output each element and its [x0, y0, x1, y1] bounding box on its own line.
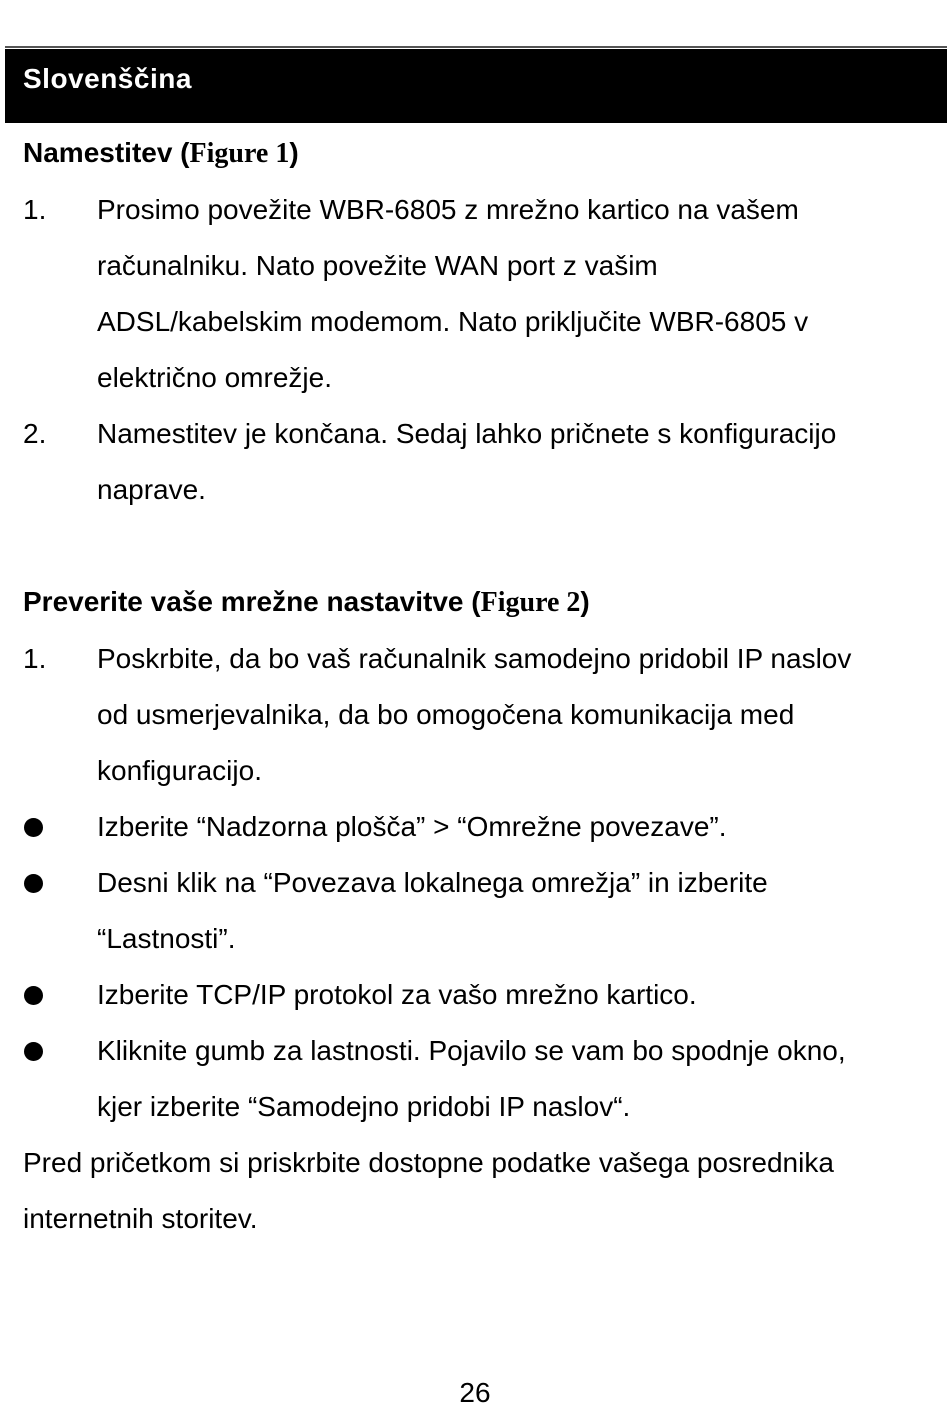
- bullet-dot: [24, 874, 43, 893]
- installation-heading: [23, 125, 933, 182]
- language-title: Slovenščina: [23, 63, 192, 94]
- bullet-line: Izberite TCP/IP protokol za vašo mrežno kartico.: [97, 979, 697, 1010]
- bullet-line: Desni klik na “Povezava lokalnega omrežja” in izberite: [97, 867, 768, 898]
- step-line: Poskrbite, da bo vaš računalnik samodejno pridobil IP naslov: [97, 643, 852, 674]
- bullet-line: Kliknite gumb za lastnosti. Pojavilo se vam bo spodnje okno,: [97, 1035, 846, 1066]
- bullet-item-control-panel: [23, 799, 933, 855]
- step-number: 1.: [23, 643, 47, 674]
- step-line: konfiguracijo.: [97, 755, 262, 786]
- step-line: Namestitev je končana. Sedaj lahko pričnete s konfiguracijo: [97, 418, 837, 449]
- isp-note-line: internetnih storitev.: [23, 1203, 258, 1234]
- installation-heading-close: ): [289, 137, 299, 168]
- installation-step-1: [23, 182, 933, 406]
- section-spacer: [23, 518, 933, 574]
- step-line: električno omrežje.: [97, 362, 332, 393]
- step-number: 1.: [23, 194, 47, 225]
- network-step-1: [23, 631, 933, 799]
- step-number: 2.: [23, 418, 47, 449]
- bullet-item-tcpip: [23, 967, 933, 1023]
- top-rule: [5, 46, 947, 48]
- installation-step-2: [23, 406, 933, 518]
- step-line: ADSL/kabelskim modemom. Nato priključite WBR-6805 v: [97, 306, 809, 337]
- bullet-dot: [24, 818, 43, 837]
- step-line: od usmerjevalnika, da bo omogočena komunikacija med: [97, 699, 795, 730]
- bullet-item-right-click: [23, 855, 933, 967]
- isp-note-line: Pred pričetkom si priskrbite dostopne podatke vašega posrednika: [23, 1147, 834, 1178]
- installation-figure-ref: Figure 1: [189, 138, 290, 169]
- step-line: naprave.: [97, 474, 206, 505]
- network-heading-text: Preverite vaše mrežne nastavitve (: [23, 586, 481, 617]
- language-header-bar: [5, 49, 947, 123]
- bullet-dot: [24, 1042, 43, 1061]
- bullet-line: kjer izberite “Samodejno pridobi IP naslov“.: [97, 1091, 631, 1122]
- step-line: računalniku. Nato povežite WAN port z vašim: [97, 250, 658, 281]
- page-content: [23, 125, 933, 1247]
- step-line: Prosimo povežite WBR-6805 z mrežno kartico na vašem: [97, 194, 799, 225]
- page-number: 26: [459, 1377, 491, 1408]
- network-heading-close: ): [580, 586, 590, 617]
- bullet-line: Izberite “Nadzorna plošča” > “Omrežne povezave”.: [97, 811, 727, 842]
- bullet-line: “Lastnosti”.: [97, 923, 236, 954]
- bullet-dot: [24, 986, 43, 1005]
- installation-heading-text: Namestitev (: [23, 137, 190, 168]
- network-figure-ref: Figure 2: [480, 587, 581, 618]
- bullet-item-properties: [23, 1023, 933, 1135]
- network-settings-heading: [23, 574, 933, 631]
